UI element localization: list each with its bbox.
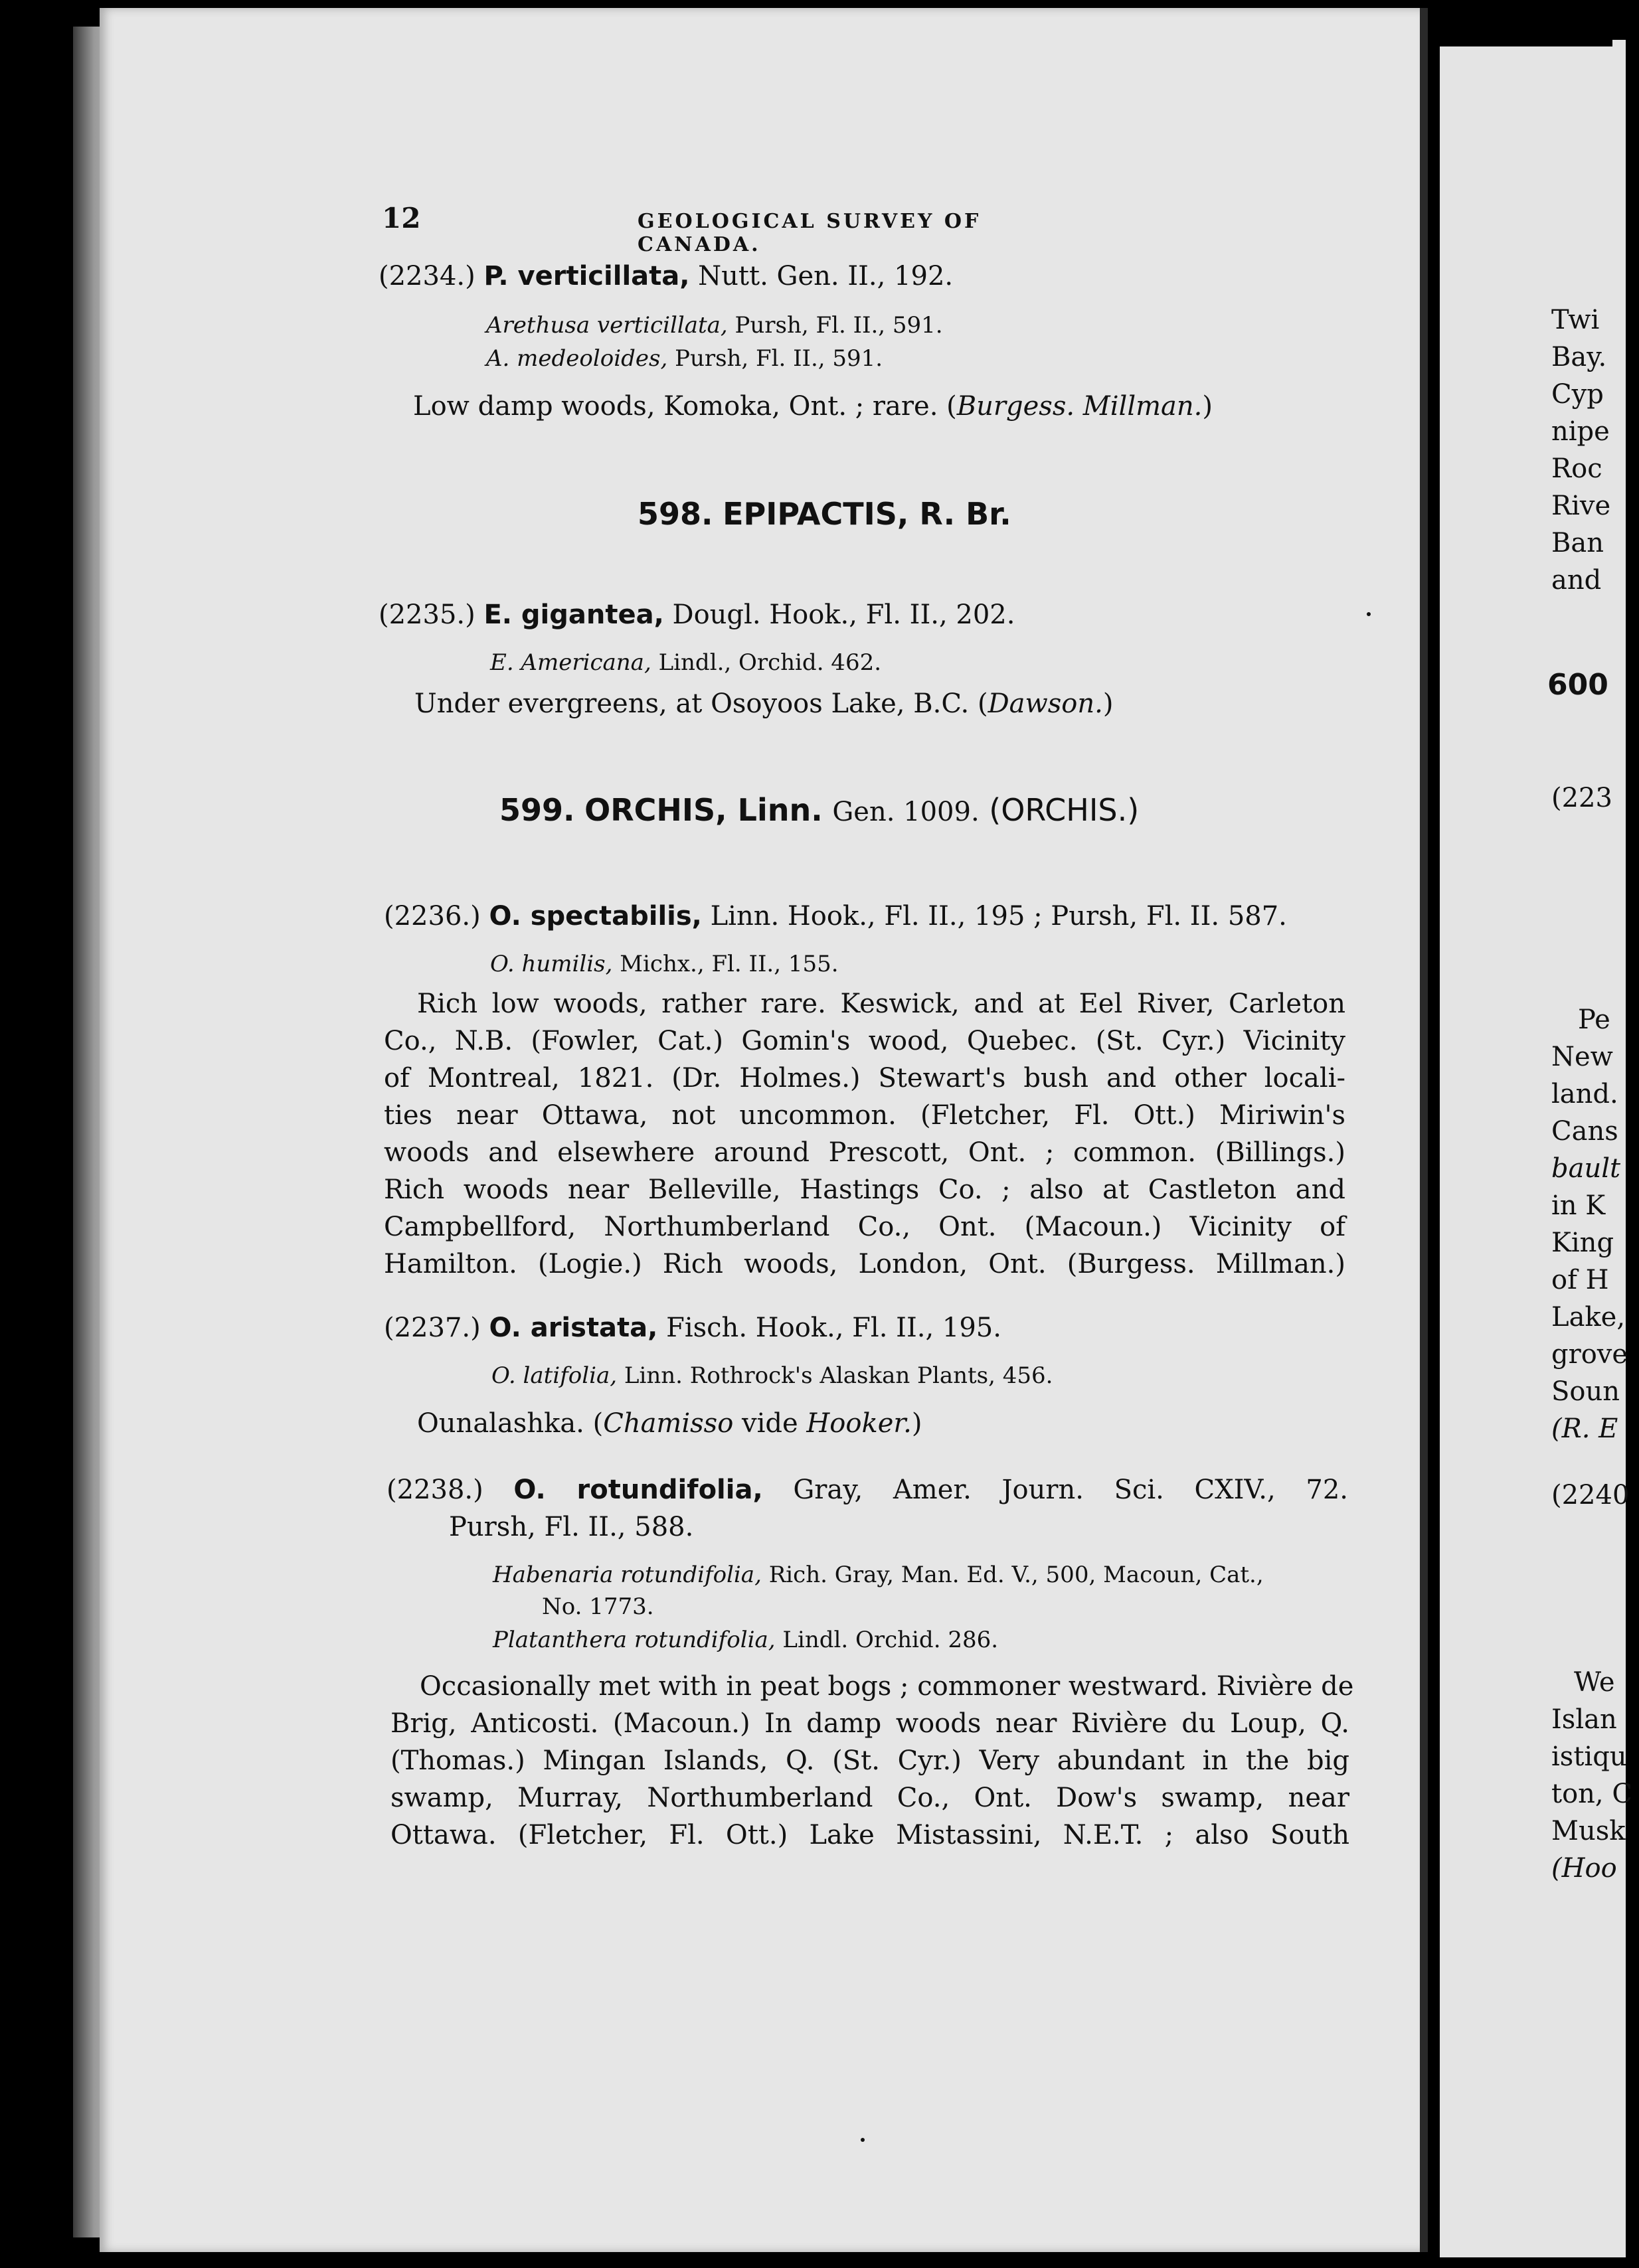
scan-border (1434, 0, 1612, 46)
citation: Dougl. Hook., Fl. II., 202. (672, 600, 1015, 630)
habitat-text (414, 688, 1113, 720)
habitat-plain: ) (911, 1408, 922, 1439)
right-text-line: We (1574, 1667, 1615, 1698)
body-line: Hamilton. (Logie.) Rich woods, London, Ont. (Burgess. Millman.) (384, 1249, 1345, 1279)
citation: Nutt. Gen. II., 192. (698, 261, 954, 291)
body-line: Occasionally met with in peat bogs ; commoner westward. Rivière de (420, 1671, 1354, 1702)
body-line: Rich low woods, rather rare. Keswick, and at Eel River, Carleton (417, 989, 1345, 1019)
habitat-plain: Ounalashka. ( (417, 1408, 604, 1439)
right-text-line: (R. E (1551, 1414, 1618, 1444)
right-text-line: Twi (1551, 305, 1600, 335)
right-text-line: land. (1551, 1079, 1618, 1109)
species-name: O. aristata, (489, 1313, 658, 1343)
collector: Burgess. Millman. (956, 391, 1203, 422)
print-speck (1367, 612, 1371, 616)
genus-599-heading (499, 791, 1139, 831)
synonym (486, 312, 943, 339)
habitat-plain: Low damp woods, Komoka, Ont. ; rare. ( (413, 391, 957, 422)
species-name: O. rotundifolia, (513, 1475, 763, 1505)
genus-number: 598. (638, 496, 713, 532)
right-text-line: Roc (1551, 453, 1602, 484)
print-speck (861, 2138, 865, 2142)
right-text-line: Rive (1551, 491, 1611, 521)
habitat-text (413, 390, 1213, 422)
synonym-name: Platanthera rotundifolia, (493, 1627, 776, 1653)
synonym-ref: Lindl., Orchid. 462. (658, 649, 882, 676)
page-number: 12 (382, 202, 421, 234)
entry-2235-heading (379, 599, 1015, 631)
citation: Fisch. Hook., Fl. II., 195. (666, 1313, 1001, 1343)
right-text-line: (Hoo (1551, 1853, 1617, 1884)
running-head: GEOLOGICAL SURVEY OF CANADA. (638, 210, 982, 256)
right-text-line: bault (1551, 1153, 1621, 1184)
right-text-line: New (1551, 1042, 1613, 1072)
species-name: P. verticillata, (483, 261, 690, 291)
collector: Dawson. (988, 688, 1103, 719)
habitat-text (417, 1408, 922, 1439)
entry-number: (2238.) (387, 1475, 483, 1505)
body-line: swamp, Murray, Northumberland Co., Ont. Dow's swamp, near (390, 1783, 1349, 1813)
citation: Pursh, Fl. II., 588. (449, 1512, 694, 1542)
right-text-line: Bay. (1551, 342, 1607, 372)
body-line: of Montreal, 1821. (Dr. Holmes.) Stewart's bush and other locali- (384, 1063, 1345, 1094)
synonym-ref: Pursh, Fl. II., 591. (734, 312, 943, 339)
synonym-name: Arethusa verticillata, (486, 312, 728, 339)
right-text-line: Islan (1551, 1704, 1617, 1735)
genus-name: EPIPACTIS, R. Br. (723, 496, 1011, 532)
right-text-line: King (1551, 1228, 1614, 1258)
right-text-line: grove (1551, 1339, 1628, 1370)
synonym-ref: No. 1773. (542, 1593, 654, 1620)
right-text-line: Musk (1551, 1816, 1626, 1846)
synonym (486, 345, 883, 372)
synonym-name: E. Americana, (490, 649, 651, 676)
body-line: Co., N.B. (Fowler, Cat.) Gomin's wood, Quebec. (St. Cyr.) Vicinity (384, 1026, 1345, 1056)
right-entry-number: (2240 (1551, 1480, 1630, 1510)
right-text-line: Lake, (1551, 1302, 1626, 1333)
synonym-ref: Rich. Gray, Man. Ed. V., 500, Macoun, Cat., (768, 1562, 1264, 1588)
right-text-line: Cyp (1551, 379, 1604, 410)
synonym-ref: Pursh, Fl. II., 591. (675, 345, 883, 372)
collector: Hooker. (806, 1408, 912, 1439)
body-line: woods and elsewhere around Prescott, Ont. ; common. (Billings.) (384, 1137, 1345, 1168)
right-text-line: istiqu (1551, 1742, 1627, 1772)
body-line: (Thomas.) Mingan Islands, Q. (St. Cyr.) Very abundant in the big (390, 1745, 1349, 1776)
habitat-plain: vide (733, 1408, 807, 1439)
right-text-line: and (1551, 565, 1602, 596)
right-text-line: Ban (1551, 528, 1604, 558)
right-text-line: nipe (1551, 416, 1610, 447)
synonym-ref: Michx., Fl. II., 155. (620, 951, 839, 977)
synonym (491, 1362, 1053, 1389)
right-text-line: ton, C (1551, 1779, 1632, 1809)
synonym-name: O. humilis, (490, 951, 613, 977)
entry-2237-heading (384, 1312, 1001, 1344)
right-entry-number: (223 (1551, 783, 1612, 813)
genus-number: 599. (499, 792, 575, 828)
page-header (382, 202, 1086, 256)
genus-name: ORCHIS, Linn. (584, 792, 823, 828)
habitat-plain: Under evergreens, at Osoyoos Lake, B.C. ( (414, 688, 988, 719)
body-line: Brig, Anticosti. (Macoun.) In damp woods near Rivière du Loup, Q. (390, 1708, 1349, 1739)
common-name: (ORCHIS.) (989, 792, 1140, 828)
collector: Chamisso (603, 1408, 734, 1439)
right-text-line: Cans (1551, 1116, 1618, 1147)
habitat-plain: ) (1202, 391, 1213, 422)
entry-number: (2237.) (384, 1313, 481, 1343)
entry-number: (2234.) (379, 261, 475, 291)
right-text-line: of H (1551, 1265, 1609, 1295)
citation: Gray, Amer. Journ. Sci. CXIV., 72. (793, 1475, 1348, 1505)
entry-2234-heading (379, 260, 953, 292)
synonym-ref: Linn. Rothrock's Alaskan Plants, 456. (624, 1362, 1053, 1389)
synonym (490, 649, 881, 676)
synonym (493, 1627, 998, 1653)
entry-number: (2235.) (379, 600, 475, 630)
genus-598-heading (638, 495, 1011, 532)
synonym-ref: Lindl. Orchid. 286. (782, 1627, 999, 1653)
body-line: ties near Ottawa, not uncommon. (Fletcher, Fl. Ott.) Miriwin's (384, 1100, 1345, 1131)
right-text-line: Soun (1551, 1376, 1620, 1407)
right-text-line: Pe (1578, 1005, 1610, 1035)
synonym-name: O. latifolia, (491, 1362, 618, 1389)
entry-number: (2236.) (384, 901, 481, 932)
body-line: Campbellford, Northumberland Co., Ont. (Macoun.) Vicinity of (384, 1212, 1345, 1242)
entry-2238-heading (387, 1474, 1348, 1506)
synonym (493, 1562, 1264, 1588)
body-line: Rich woods near Belleville, Hastings Co. ; also at Castleton and (384, 1174, 1345, 1205)
right-genus-heading: 600 (1547, 668, 1608, 702)
body-line: Ottawa. (Fletcher, Fl. Ott.) Lake Mistassini, N.E.T. ; also South (390, 1820, 1349, 1850)
species-name: E. gigantea, (483, 600, 664, 630)
entry-2236-heading (384, 900, 1287, 932)
synonym (490, 951, 839, 977)
right-text-line: in K (1551, 1190, 1606, 1221)
habitat-plain: ) (1102, 688, 1114, 719)
synonym-name: Habenaria rotundifolia, (493, 1562, 762, 1588)
citation: Gen. 1009. (832, 797, 980, 827)
species-name: O. spectabilis, (489, 901, 702, 932)
citation: Linn. Hook., Fl. II., 195 ; Pursh, Fl. II. 587. (710, 901, 1287, 932)
synonym-name: A. medeoloides, (486, 345, 668, 372)
